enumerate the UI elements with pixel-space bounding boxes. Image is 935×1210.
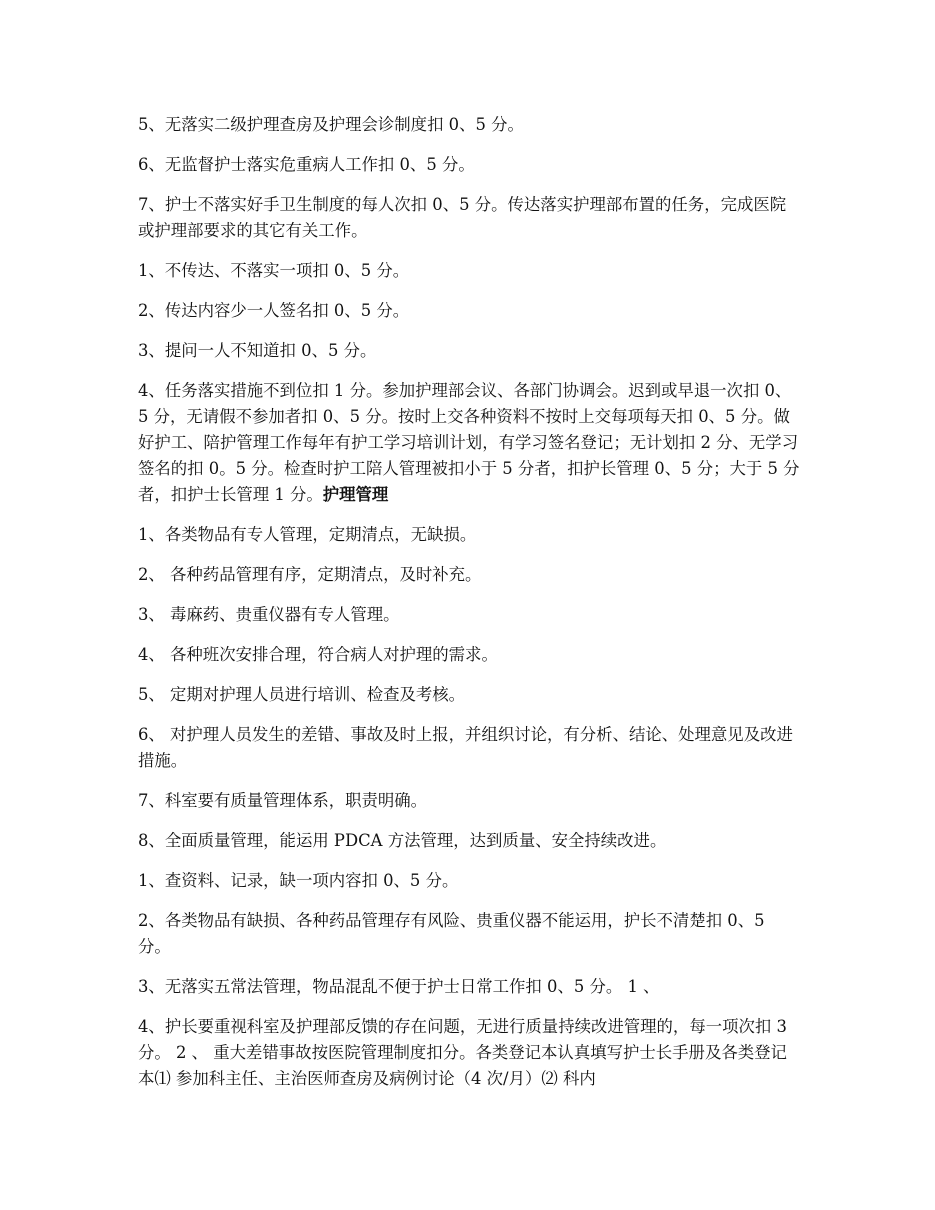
paragraph-7-text: 4、任务落实措施不到位扣 1 分。参加护理部会议、各部门协调会。迟到或早退一次扣 0、5 分，无请假不参加者扣 0、5 分。按时上交各种资料不按时上交每项每天扣 0、5 分。做好护工、陪护管理工作每年有护工学习培训计划，有学习签名登记；无计划扣 2 分、无学习签名的扣 0。5 分。检查时护工陪人管理被扣小于 5 分者，扣护长管理 0、5 分；大于 5 分者，扣护士长管理 1 分。 bbox=[138, 381, 800, 504]
paragraph-14: 7、科室要有质量管理体系，职责明确。 bbox=[138, 791, 428, 810]
paragraph-18: 3、无落实五常法管理，物品混乱不便于护士日常工作扣 0、5 分。 1 、 bbox=[138, 977, 660, 996]
paragraph-2: 6、无监督护士落实危重病人工作扣 0、5 分。 bbox=[138, 155, 475, 174]
paragraph-3: 7、护士不落实好手卫生制度的每人次扣 0、5 分。传达落实护理部布置的任务，完成医院或护理部要求的其它有关工作。 bbox=[138, 195, 787, 240]
paragraph-6: 3、提问一人不知道扣 0、5 分。 bbox=[138, 341, 377, 360]
paragraph-5: 2、传达内容少一人签名扣 0、5 分。 bbox=[138, 301, 410, 320]
paragraph-10: 3、 毒麻药、贵重仪器有专人管理。 bbox=[138, 605, 400, 624]
paragraph-13: 6、 对护理人员发生的差错、事故及时上报，并组织讨论，有分析、结论、处理意见及改进措施。 bbox=[138, 725, 793, 770]
paragraph-15: 8、全面质量管理，能运用 PDCA 方法管理，达到质量、安全持续改进。 bbox=[138, 831, 667, 850]
document-body bbox=[138, 112, 800, 1106]
paragraph-4: 1、不传达、不落实一项扣 0、5 分。 bbox=[138, 261, 410, 280]
paragraph-8: 1、各类物品有专人管理，定期清点，无缺损。 bbox=[138, 525, 477, 544]
paragraph-16: 1、查资料、记录，缺一项内容扣 0、5 分。 bbox=[138, 871, 459, 890]
paragraph-19: 4、护长要重视科室及护理部反馈的存在问题，无进行质量持续改进管理的，每一项次扣 3 分。 2 、 重大差错事故按医院管理制度扣分。各类登记本认真填写护士长手册及各类登记本⑴ 参加科主任、主治医师查房及病例讨论（4 次/月）⑵ 科内 bbox=[138, 1017, 787, 1088]
section-heading: 护理管理 bbox=[322, 485, 389, 504]
paragraph-1: 5、无落实二级护理查房及护理会诊制度扣 0、5 分。 bbox=[138, 115, 524, 134]
paragraph-11: 4、 各种班次安排合理，符合病人对护理的需求。 bbox=[138, 645, 498, 664]
paragraph-9: 2、 各种药品管理有序，定期清点，及时补充。 bbox=[138, 565, 482, 584]
paragraph-7 bbox=[138, 378, 800, 508]
paragraph-17: 2、各类物品有缺损、各种药品管理存有风险、贵重仪器不能运用，护长不清楚扣 0、5 分。 bbox=[138, 911, 765, 956]
paragraph-12: 5、 定期对护理人员进行培训、检查及考核。 bbox=[138, 685, 466, 704]
